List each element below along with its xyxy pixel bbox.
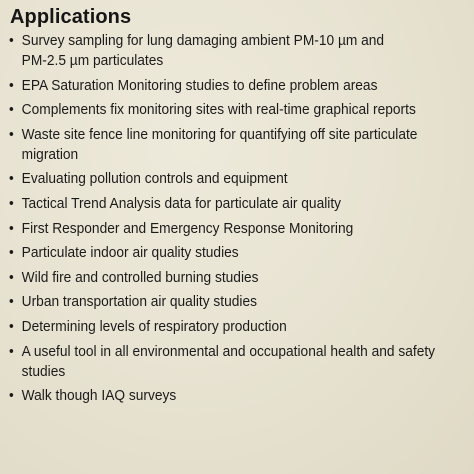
list-item	[9, 169, 474, 189]
list-item	[9, 100, 474, 120]
list-item-text: Evaluating pollution controls and equipment	[21, 170, 288, 188]
bullet-icon: •	[9, 125, 14, 143]
list-item-text: Survey sampling for lung damaging ambient PM-10 µm and	[21, 32, 385, 49]
list-item	[9, 243, 474, 263]
bullet-icon: •	[9, 317, 14, 335]
list-item-text: Urban transportation air quality studies	[21, 293, 257, 311]
bullet-icon: •	[9, 268, 14, 286]
bullet-icon: •	[9, 219, 14, 237]
list-item	[9, 76, 474, 96]
list-item-text: migration	[21, 145, 79, 163]
bullet-icon: •	[9, 170, 14, 188]
bullet-icon: •	[9, 342, 14, 360]
list-item-text: Waste site fence line monitoring for quantifying off site particulate	[21, 125, 418, 143]
list-item	[9, 342, 474, 382]
list-item-text: First Responder and Emergency Response Monitoring	[21, 219, 354, 237]
list-item-text: Particulate indoor air quality studies	[21, 244, 239, 262]
list-item-text: A useful tool in all environmental and occupational health and safety	[21, 342, 436, 360]
bullet-icon: •	[9, 194, 14, 212]
list-item-text: Determining levels of respiratory production	[21, 317, 287, 335]
section-heading: Applications	[10, 6, 132, 28]
list-item-text: Wild fire and controlled burning studies	[21, 268, 259, 286]
bullet-icon: •	[9, 244, 14, 262]
list-item	[9, 194, 474, 214]
list-item-text: studies	[21, 362, 66, 380]
list-item-text: EPA Saturation Monitoring studies to define problem areas	[21, 76, 378, 94]
list-item-text: PM-2.5 µm particulates	[21, 52, 164, 69]
list-item	[9, 125, 474, 165]
bullet-icon: •	[9, 387, 14, 405]
list-item	[9, 386, 474, 406]
list-item-text: Walk though IAQ surveys	[21, 387, 177, 405]
list-item	[9, 317, 474, 337]
list-item	[9, 292, 474, 312]
list-item-text: Complements fix monitoring sites with real-time graphical reports	[21, 101, 416, 119]
list-item	[9, 219, 474, 239]
list-item	[9, 268, 474, 288]
list-item-text: Tactical Trend Analysis data for particulate air quality	[21, 194, 342, 212]
bullet-icon: •	[9, 32, 14, 49]
list-item	[9, 31, 474, 71]
applications-list	[9, 31, 468, 406]
bullet-icon: •	[9, 101, 14, 119]
bullet-icon: •	[9, 76, 14, 94]
bullet-icon: •	[9, 293, 14, 311]
